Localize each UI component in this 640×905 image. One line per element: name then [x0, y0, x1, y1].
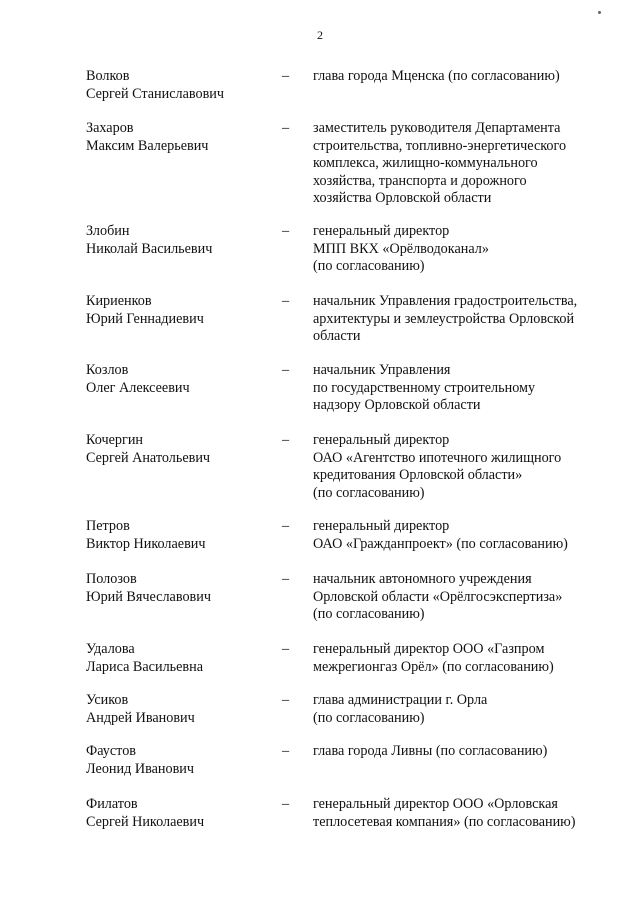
- separator-dash: –: [282, 120, 290, 136]
- separator-dash: –: [282, 362, 290, 378]
- position-line: начальник Управления: [313, 362, 451, 378]
- scan-speck: [598, 11, 601, 14]
- position-line: хозяйства, транспорта и дорожного: [313, 172, 527, 189]
- member-given-names: Максим Валерьевич: [86, 137, 209, 154]
- member-given-names: Сергей Николаевич: [86, 813, 205, 830]
- position-line: заместитель руководителя Департамента: [313, 120, 561, 136]
- member-name: [86, 120, 276, 155]
- position-line: межрегионгаз Орёл» (по согласованию): [313, 658, 554, 675]
- position-line: строительства, топливно-энергетического: [313, 137, 567, 154]
- member-name: [86, 362, 276, 397]
- position-line: хозяйства Орловской области: [313, 190, 492, 206]
- member-given-names: Леонид Иванович: [86, 760, 195, 777]
- member-given-names: Олег Алексеевич: [86, 379, 190, 396]
- member-position: [313, 68, 613, 86]
- position-line: МПП ВКХ «Орёлводоканал»: [313, 240, 489, 257]
- separator-dash: –: [282, 293, 290, 309]
- member-name: [86, 641, 276, 676]
- member-position: [313, 120, 613, 208]
- position-line: теплосетевая компания» (по согласованию): [313, 813, 576, 830]
- member-surname: Усиков: [86, 692, 129, 708]
- separator-dash: –: [282, 432, 290, 448]
- separator-dash: –: [282, 223, 290, 239]
- member-position: [313, 641, 613, 676]
- member-given-names: Юрий Вячеславович: [86, 588, 211, 605]
- position-line: по государственному строительному: [313, 379, 536, 396]
- member-surname: Филатов: [86, 796, 138, 812]
- position-line: комплекса, жилищно-коммунального: [313, 155, 538, 171]
- member-surname: Петров: [86, 518, 130, 534]
- position-line: генеральный директор ООО «Орловская: [313, 796, 558, 812]
- position-line: архитектуры и землеустройства Орловской: [313, 310, 575, 327]
- member-name: [86, 68, 276, 103]
- position-line: (по согласованию): [313, 258, 425, 274]
- member-name: [86, 432, 276, 467]
- member-position: [313, 796, 613, 831]
- position-line: начальник автономного учреждения: [313, 571, 532, 587]
- position-line: ОАО «Агентство ипотечного жилищного: [313, 449, 562, 466]
- member-position: [313, 692, 613, 727]
- member-given-names: Николай Васильевич: [86, 240, 213, 257]
- member-given-names: Сергей Станиславович: [86, 85, 225, 102]
- member-position: [313, 571, 613, 624]
- member-surname: Кириенков: [86, 293, 152, 309]
- position-line: Орловской области «Орёлгосэкспертиза»: [313, 588, 563, 605]
- member-name: [86, 293, 276, 328]
- separator-dash: –: [282, 518, 290, 534]
- member-surname: Фаустов: [86, 743, 136, 759]
- member-given-names: Юрий Геннадиевич: [86, 310, 204, 327]
- position-line: генеральный директор: [313, 518, 450, 534]
- member-position: [313, 743, 613, 761]
- member-surname: Захаров: [86, 120, 134, 136]
- separator-dash: –: [282, 641, 290, 657]
- member-position: [313, 518, 613, 553]
- member-position: [313, 223, 613, 276]
- position-line: глава администрации г. Орла: [313, 692, 488, 708]
- member-given-names: Андрей Иванович: [86, 709, 195, 726]
- member-position: [313, 362, 613, 415]
- member-given-names: Лариса Васильевна: [86, 658, 204, 675]
- member-surname: Кочергин: [86, 432, 144, 448]
- member-name: [86, 796, 276, 831]
- member-surname: Злобин: [86, 223, 130, 239]
- member-name: [86, 518, 276, 553]
- position-line: (по согласованию): [313, 709, 425, 726]
- member-name: [86, 692, 276, 727]
- member-name: [86, 743, 276, 778]
- position-line: кредитования Орловской области»: [313, 467, 523, 483]
- position-line: глава города Ливны (по согласованию): [313, 743, 548, 759]
- separator-dash: –: [282, 692, 290, 708]
- member-name: [86, 223, 276, 258]
- position-line: (по согласованию): [313, 484, 425, 501]
- member-surname: Волков: [86, 68, 130, 84]
- separator-dash: –: [282, 796, 290, 812]
- position-line: области: [313, 328, 361, 344]
- member-position: [313, 432, 613, 502]
- member-surname: Полозов: [86, 571, 137, 587]
- member-name: [86, 571, 276, 606]
- position-line: ОАО «Гражданпроект» (по согласованию): [313, 535, 568, 552]
- member-position: [313, 293, 613, 346]
- position-line: генеральный директор: [313, 223, 450, 239]
- separator-dash: –: [282, 743, 290, 759]
- separator-dash: –: [282, 68, 290, 84]
- member-given-names: Сергей Анатольевич: [86, 449, 211, 466]
- position-line: генеральный директор ООО «Газпром: [313, 641, 545, 657]
- position-line: начальник Управления градостроительства,: [313, 293, 578, 309]
- page-number: 2: [317, 28, 323, 42]
- member-surname: Козлов: [86, 362, 129, 378]
- position-line: глава города Мценска (по согласованию): [313, 68, 560, 84]
- separator-dash: –: [282, 571, 290, 587]
- position-line: надзору Орловской области: [313, 397, 481, 413]
- position-line: генеральный директор: [313, 432, 450, 448]
- position-line: (по согласованию): [313, 606, 425, 622]
- member-given-names: Виктор Николаевич: [86, 535, 206, 552]
- member-surname: Удалова: [86, 641, 135, 657]
